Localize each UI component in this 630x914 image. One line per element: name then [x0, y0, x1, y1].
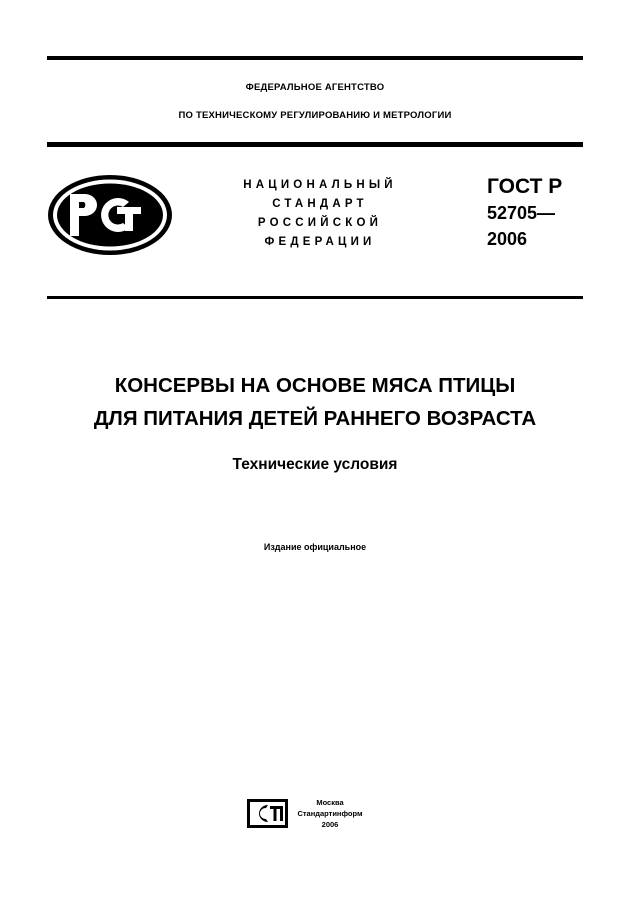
standard-type-line: НАЦИОНАЛЬНЫЙ [243, 179, 397, 191]
document-title-line-2: ДЛЯ ПИТАНИЯ ДЕТЕЙ РАННЕГО ВОЗРАСТА [93, 407, 537, 430]
standartinform-logo [247, 799, 288, 828]
document-title-line-1: КОНСЕРВЫ НА ОСНОВЕ МЯСА ПТИЦЫ [114, 374, 516, 397]
title-rule [47, 296, 583, 299]
publisher-city: Москва [316, 798, 344, 807]
document-subtitle: Технические условия [232, 456, 398, 473]
agency-line-2: ПО ТЕХНИЧЕСКОМУ РЕГУЛИРОВАНИЮ И МЕТРОЛОГИИ [178, 110, 452, 121]
publisher-year: 2006 [321, 820, 339, 829]
publisher-name: Стандартинформ [297, 809, 363, 818]
gost-year: 2006 [487, 229, 528, 249]
standard-type-line: СТАНДАРТ [272, 198, 368, 210]
standard-designation [487, 174, 562, 252]
publisher-info [290, 797, 370, 830]
standard-type-line: ФЕДЕРАЦИИ [264, 236, 376, 248]
standard-type [230, 176, 410, 252]
gost-number: 52705— [487, 203, 556, 223]
top-rule [47, 56, 583, 60]
standard-type-line: РОССИЙСКОЙ [257, 217, 383, 229]
agency-line-1: ФЕДЕРАЛЬНОЕ АГЕНТСТВО [245, 82, 385, 93]
edition-note: Издание официальное [263, 542, 367, 552]
gost-designation: ГОСТ Р [487, 175, 563, 198]
header-rule [47, 142, 583, 147]
gost-r-logo [45, 172, 175, 258]
